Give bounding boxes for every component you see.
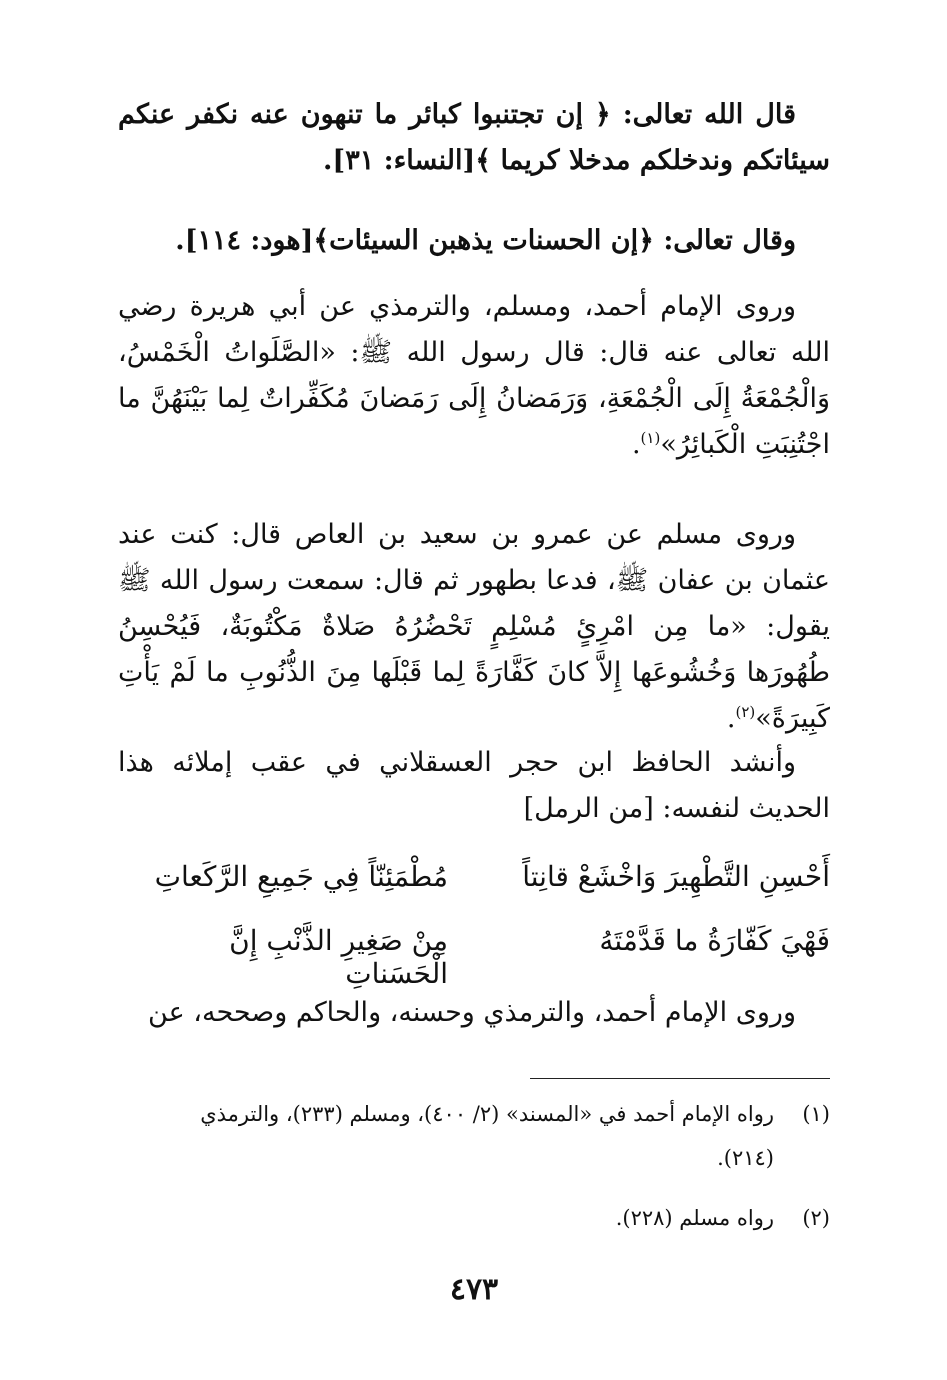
paragraph-text: وقال تعالى: ﴿إن الحسنات يذهبن السيئات﴾[هود: ١١٤]. [175,225,796,256]
footnote-ref-2: (٢) [735,703,756,721]
poem-verse-2 [118,924,830,990]
paragraph-text: وروى مسلم عن عمرو بن سعيد بن العاص قال: كنت عند عثمان بن عفان ﷺ، فدعا بطهور ثم قال: سمعت رسول الله ﷺ يقول: «ما مِن امْرِئٍ مُسْلِمٍ تَحْضُرُهُ صَلاةٌ مَكْتُوبَةٌ، فَيُحْسِنُ طُهُورَها وَخُشُوعَها إِلاَّ كانَ كَفَّارَةً لِما قَبْلَها مِنَ الذُّنُوبِ ما لَمْ يَأْتِ كَبِيرَةً» [118,519,830,734]
footnote-2 [118,1196,830,1240]
poem-verse-1 [118,860,830,910]
footnote-2-number: (٢) [802,1206,830,1230]
hadith-paragraph-1 [118,284,830,468]
poem-intro-paragraph [118,740,830,832]
footnote-2-text: رواه مسلم (٢٢٨). [615,1206,774,1230]
closing-paragraph [118,990,830,1036]
book-page [118,92,830,1352]
footnote-ref-1: (١) [640,429,661,447]
footnote-1-number: (١) [802,1102,830,1126]
paragraph-text: وأنشد الحافظ ابن حجر العسقلاني في عقب إملائه هذا الحديث لنفسه: [من الرمل] [118,747,830,824]
paragraph-end: . [726,703,736,734]
poem-verse-1-first-hemistich: أَحْسِنِ التَّطْهِيرَ وَاخْشَعْ قانِتاً [522,860,830,893]
poem-verse-2-first-hemistich: فَهْيَ كَفّارَةُ ما قَدَّمْتَهُ [599,924,830,957]
paragraph-end: . [631,429,641,460]
footnote-1-text: رواه الإمام أحمد في «المسند» (٢/ ٤٠٠)، ومسلم (٢٣٣)، والترمذي [200,1102,774,1126]
footnote-1-continuation: (٢١٤). [717,1146,774,1170]
quran-verse-paragraph-1 [118,92,830,184]
page-number: ٤٧٣ [449,1272,499,1307]
quran-verse-paragraph-2 [118,218,830,264]
poem-verse-1-second-hemistich: مُطْمَئِنّاً فِي جَمِيعِ الرَّكَعاتِ [154,860,448,893]
paragraph-text: وروى الإمام أحمد، ومسلم، والترمذي عن أبي هريرة رضي الله تعالى عنه قال: قال رسول الله ﷺ: «الصَّلَواتُ الْخَمْسُ، وَالْجُمْعَةُ إِلَى الْجُمْعَةِ، وَرَمَضانُ إِلَى رَمَضانَ مُكَفِّراتٌ لِما بَيْنَهُنَّ ما اجْتُنِبَتِ الْكَبائِرُ» [118,291,830,460]
footnote-divider [530,1078,830,1079]
hadith-paragraph-2 [118,512,830,742]
paragraph-text: وروى الإمام أحمد، والترمذي وحسنه، والحاكم وصححه، عن [148,997,796,1028]
poem-verse-2-second-hemistich: مِنْ صَغِيرِ الذَّنْبِ إِنَّ الْحَسَناتِ [229,924,448,990]
footnote-1 [118,1092,830,1180]
paragraph-text: قال الله تعالى: ﴿ إن تجتنبوا كبائر ما تنهون عنه نكفر عنكم سيئاتكم وندخلكم مدخلا كريما ﴾[النساء: ٣١]. [118,99,830,176]
